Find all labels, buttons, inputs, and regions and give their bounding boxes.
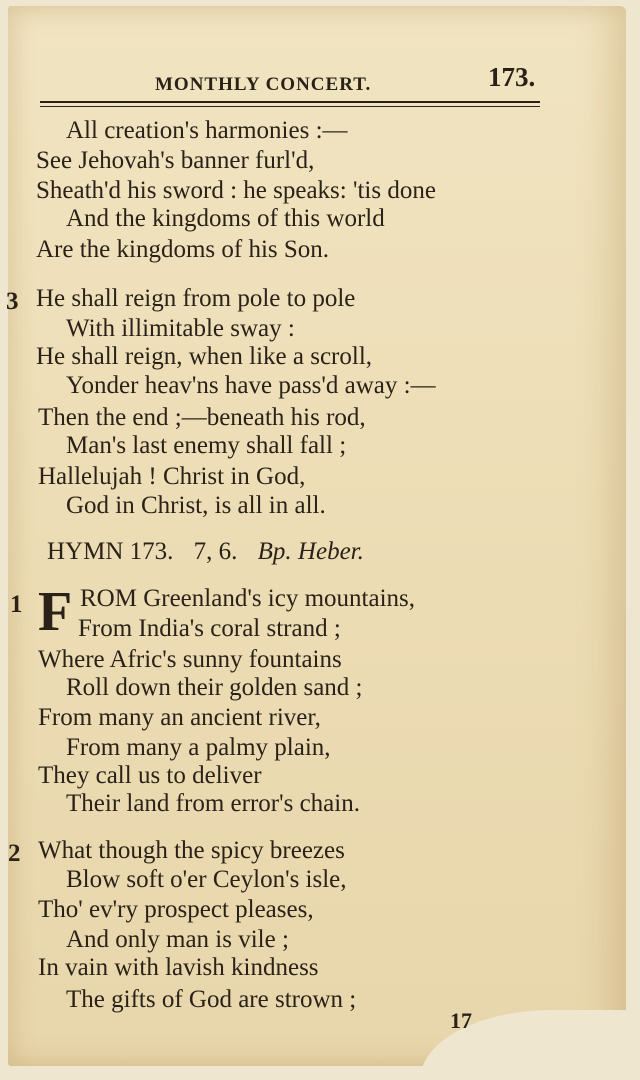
hymn-author: Bp. Heber. [257,538,364,565]
verse-line: All creation's harmonies :— [66,117,348,144]
verse-line: Are the kingdoms of his Son. [36,236,330,263]
verse-line: From many a palmy plain, [66,734,331,761]
verse-line: Where Afric's sunny fountains [38,646,342,673]
verse-line: Then the end ;—beneath his rod, [38,404,366,431]
stanza-number: 3 [6,288,19,315]
verse-line: Hallelujah ! Christ in God, [38,463,306,490]
stanza-number: 2 [8,840,21,867]
header-rule-thin [40,106,540,107]
verse-line: From many an ancient river, [38,704,321,731]
signature-mark: 17 [450,1008,472,1033]
verse-line: He shall reign from pole to pole [36,285,356,312]
verse-line: God in Christ, is all in all. [66,492,326,519]
verse-line: Their land from error's chain. [66,790,360,817]
verse-line: From India's coral strand ; [78,615,341,642]
verse-line: In vain with lavish kindness [38,954,319,981]
page-number: 173. [488,62,536,92]
verse-line: They call us to deliver [38,762,262,789]
verse-line: And the kingdoms of this world [66,205,385,232]
verse-line: With illimitable sway : [66,315,295,342]
verse-line: What though the spicy breezes [38,837,345,864]
running-title: MONTHLY CONCERT. [155,74,372,95]
header-rule [40,101,540,103]
verse-line: ROM Greenland's icy mountains, [80,585,416,612]
verse-line: Tho' ev'ry prospect pleases, [38,896,314,923]
verse-line: Roll down their golden sand ; [66,674,363,701]
stanza-number: 1 [10,591,23,618]
verse-line: Sheath'd his sword : he speaks: 'tis done [36,177,436,204]
verse-line: Blow soft o'er Ceylon's isle, [66,866,347,893]
drop-cap: F [38,581,73,643]
verse-line: He shall reign, when like a scroll, [36,343,373,370]
hymn-heading [47,538,378,566]
verse-line: See Jehovah's banner furl'd, [36,147,315,174]
verse-line: Man's last enemy shall fall ; [66,432,347,459]
verse-line: And only man is vile ; [66,926,289,953]
hymn-meter: 7, 6. [193,538,238,565]
verse-line: Yonder heav'ns have pass'd away :— [66,372,436,399]
page-header [0,0,640,110]
hymn-label: HYMN 173. [47,538,174,565]
verse-line: The gifts of God are strown ; [66,986,357,1013]
